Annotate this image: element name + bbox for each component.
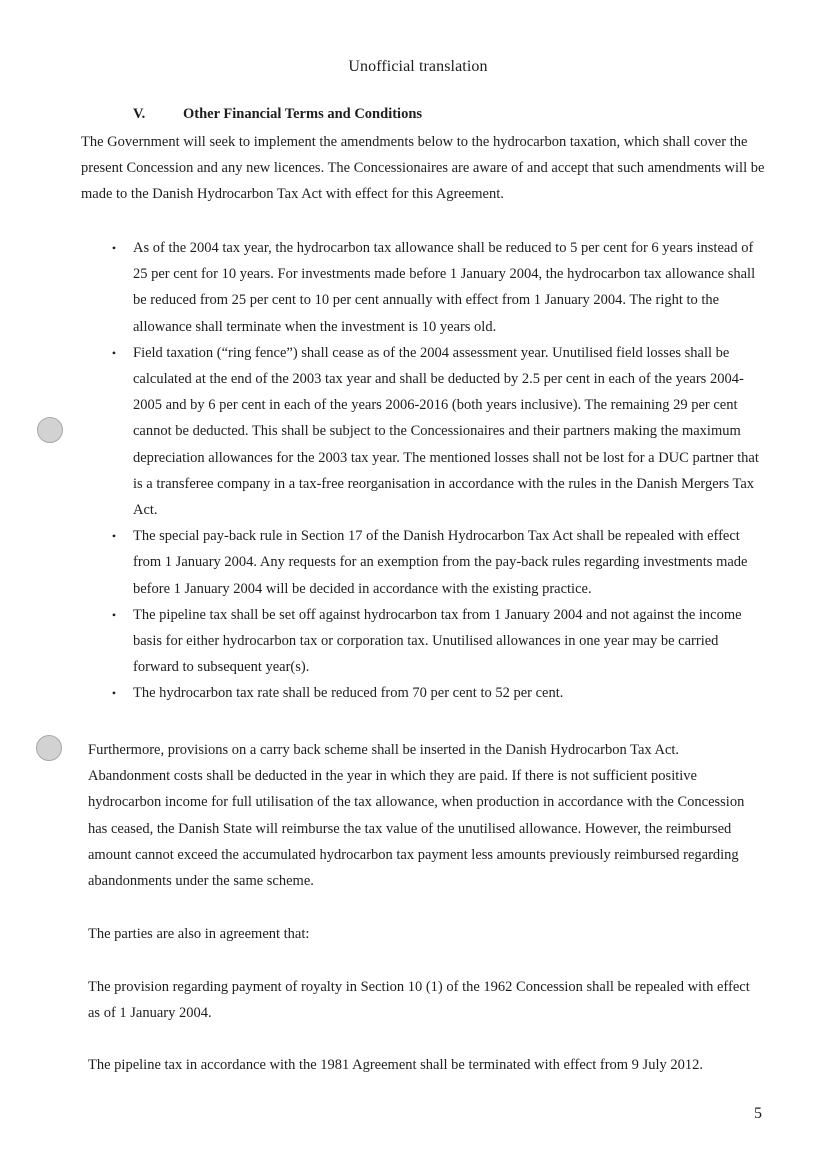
bullet-icon: • (111, 345, 117, 360)
punch-hole-icon (36, 735, 62, 761)
section-title: Other Financial Terms and Conditions (183, 106, 423, 122)
page-number: 5 (754, 1105, 762, 1122)
list-item (109, 680, 764, 706)
bullet-icon: • (111, 607, 117, 622)
royalty-paragraph: The provision regarding payment of royalty in Section 10 (1) of the 1962 Concession shall be repealed with effect as of 1 January 2004. (88, 979, 750, 1022)
amendments-list (109, 235, 764, 707)
bullet-icon: • (111, 686, 117, 701)
list-item-text: The hydrocarbon tax rate shall be reduced from 70 per cent to 52 per cent. (133, 685, 564, 702)
list-item-text: As of the 2004 tax year, the hydrocarbon tax allowance shall be reduced to 5 per cent for 6 years instead of 25 per cent for 10 years. For investments made before 1 January 2004, the hydrocarbon tax allowance shall be reduced from 25 per cent to 10 per cent annually with effect from 1 January 2004. The right to the allowance shall terminate when the investment is 10 years old. (133, 240, 756, 335)
intro-paragraph: The Government will seek to implement the amendments below to the hydrocarbon taxation, which shall cover the present Concession and any new licences. The Concessionaires are aware of and accept that such amendments will be made to the Danish Hydrocarbon Tax Act with effect for this Agreement. (81, 134, 765, 203)
carry-back-paragraph: Furthermore, provisions on a carry back scheme shall be inserted in the Danish Hydrocarbon Tax Act. Abandonment costs shall be deducted in the year in which they are paid. If there is not sufficient positive hydrocarbon income for full utilisation of the tax allowance, when production in accordance with the Concession has ceased, the Danish State will reimburse the tax value of the unutilised allowance. However, the reimbursed amount cannot exceed the accumulated hydrocarbon tax payment less amounts previously reimbursed regarding abandonments under the same scheme. (88, 742, 745, 890)
list-item (109, 602, 764, 681)
list-item (109, 523, 764, 602)
list-item (109, 235, 764, 340)
document-header: Unofficial translation (348, 58, 488, 75)
section-number: V. (133, 106, 146, 122)
agreement-intro-paragraph: The parties are also in agreement that: (88, 926, 310, 942)
list-item-text: Field taxation (“ring fence”) shall cease as of the 2004 assessment year. Unutilised field losses shall be calculated at the end of the 2003 tax year and shall be deducted by 2.5 per cent in each of the years 2004-2005 and by 6 per cent in each of the years 2006-2016 (both years inclusive). The remaining 29 per cent cannot be deducted. This shall be subject to the Concessionaires and their partners making the maximum depreciation allowances for the 2003 tax year. The mentioned losses shall not be lost for a DUC partner that is a transferee company in a tax-free reorganisation in accordance with the rules in the Danish Mergers Tax Act. (133, 344, 759, 519)
list-item (109, 340, 764, 523)
punch-hole-icon (37, 417, 63, 443)
pipeline-tax-paragraph: The pipeline tax in accordance with the 1981 Agreement shall be terminated with effect from 9 July 2012. (88, 1057, 703, 1073)
bullet-icon: • (111, 241, 117, 255)
list-item-text: The pipeline tax shall be set off against hydrocarbon tax from 1 January 2004 and not against the income basis for either hydrocarbon tax or corporation tax. Unutilised allowances in one year may be carried forward to subsequent year(s). (133, 606, 742, 676)
list-item-text: The special pay-back rule in Section 17 of the Danish Hydrocarbon Tax Act shall be repealed with effect from 1 January 2004. Any requests for an exemption from the pay-back rules regarding investments made before 1 January 2004 will be decided in accordance with the existing practice. (133, 528, 748, 597)
bullet-icon: • (111, 529, 117, 544)
